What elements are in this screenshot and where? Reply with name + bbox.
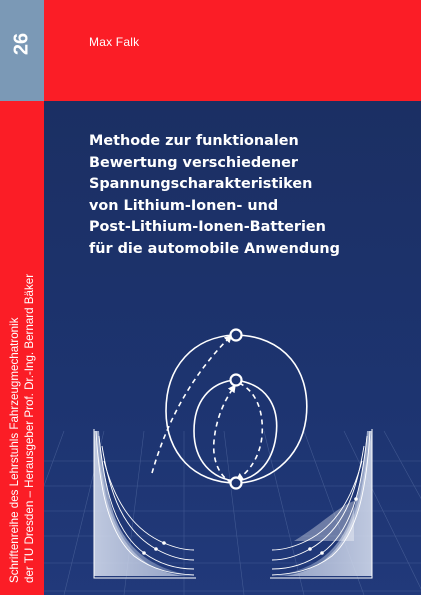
title-line: Spannungscharakteristiken xyxy=(89,176,313,192)
left-curve-chart xyxy=(94,429,196,578)
title-line: für die automobile Anwendung xyxy=(89,240,340,257)
series-description xyxy=(7,113,37,583)
series-number-box xyxy=(0,0,44,101)
series-number: 26 xyxy=(10,32,33,56)
series-description-line-1: Schriftenreihe des Lehrstuhls Fahrzeugmechatronik xyxy=(8,317,21,583)
book-title xyxy=(89,131,340,260)
cover-panel xyxy=(44,101,421,595)
spine-band xyxy=(0,101,44,595)
author-name: Max Falk xyxy=(89,35,140,49)
title-line: Post-Lithium-Ionen-Batterien xyxy=(89,219,326,235)
title-line: Bewertung verschiedener xyxy=(89,154,298,171)
title-line: von Lithium-Ionen- und xyxy=(89,197,279,214)
title-line: Methode zur funktionalen xyxy=(89,133,299,149)
cycle-nodes xyxy=(231,330,242,489)
series-description-line-2: der TU Dresden – Herausgeber Prof. Dr.-Ing. Bernard Bäker xyxy=(23,273,36,583)
right-curve-chart xyxy=(270,429,372,578)
